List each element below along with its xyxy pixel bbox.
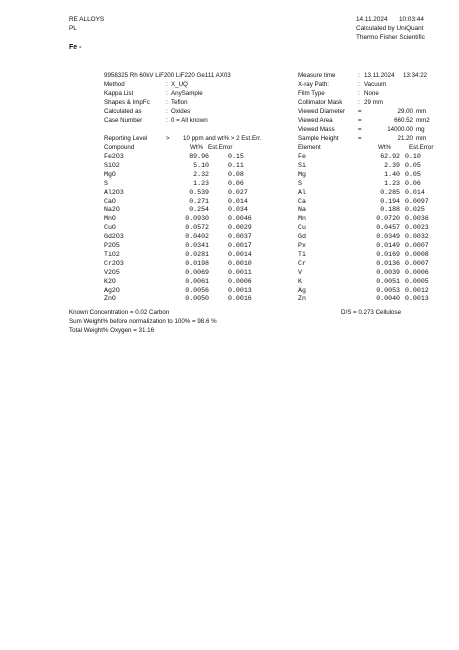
cell-element-wt: 0.0720 [376, 215, 400, 223]
param-sep: : [358, 72, 360, 79]
param-label: X-ray Path: [298, 81, 329, 88]
cell-compound-error: 0.0006 [228, 277, 252, 285]
cell-compound-error: 0.0016 [228, 295, 252, 303]
col-header-compound: Compound [104, 144, 135, 151]
cell-compound-error: 0.0010 [228, 259, 252, 267]
cell-compound: Gd2O3 [104, 233, 124, 241]
cell-element-wt: 0.0136 [376, 259, 400, 267]
cell-compound-wt: 89.96 [189, 153, 209, 160]
param-label: Case Number [104, 117, 143, 124]
cell-compound-wt: 0.0281 [185, 250, 209, 258]
cell-compound: Al2O3 [104, 188, 124, 196]
param-label: Film Type [298, 90, 325, 97]
company-name: RE ALLOYS [69, 16, 105, 23]
cell-element-wt: 1.40 [384, 170, 400, 178]
vendor-name: Thermo Fisher Scientific [356, 34, 425, 41]
param-value: None [364, 90, 379, 97]
cell-element-wt: 0.0457 [376, 224, 400, 232]
measure-time: 13:34:22 [403, 72, 428, 79]
cell-element-wt: 0.0349 [376, 233, 400, 241]
cell-compound-error: 0.0017 [228, 242, 252, 249]
cell-element-error: 0.014 [405, 188, 425, 196]
cell-compound: Ag2O [104, 286, 120, 294]
cell-compound: Fe2O3 [104, 153, 124, 160]
param-value: 660.52 [394, 117, 413, 124]
cell-element: S [298, 179, 302, 187]
cell-compound-wt: 0.0061 [185, 277, 209, 285]
cell-compound-wt: 5.10 [193, 161, 209, 169]
cell-compound: K2O [104, 277, 116, 285]
cell-element-error: 0.0008 [405, 250, 429, 258]
param-value: 0 = All known [171, 117, 208, 124]
param-label: Sample Height [298, 135, 339, 142]
cell-element-error: 0.05 [405, 161, 421, 169]
cell-compound-error: 0.08 [228, 170, 244, 178]
site-code: PL [69, 25, 77, 32]
param-sep: = [358, 117, 362, 124]
cell-element: K [298, 277, 302, 285]
cell-compound-wt: 0.0572 [185, 224, 209, 232]
cell-element-wt: 0.0053 [376, 286, 400, 294]
cell-compound-wt: 0.0069 [185, 268, 209, 276]
param-label: Shapes & ImpFc [104, 99, 150, 106]
cell-compound: S [104, 179, 108, 187]
cell-element-error: 0.0007 [405, 259, 429, 267]
sum-weight-before-normalization: Sum Weight% before normalization to 100% = 98.6 % [69, 318, 217, 325]
cell-element: Gd [298, 233, 306, 241]
cell-element-wt: 0.0039 [376, 268, 400, 276]
cell-compound: ZnO [104, 295, 116, 303]
cell-element-error: 0.0036 [405, 215, 429, 223]
cell-compound: CuO [104, 224, 116, 232]
param-label: Method [104, 81, 125, 88]
param-sep: = [358, 126, 362, 133]
cell-element-error: 0.0097 [405, 197, 429, 205]
cell-compound: MgO [104, 170, 116, 178]
cell-compound: Na2O [104, 206, 120, 214]
param-sep: = [358, 135, 362, 142]
cell-compound-wt: 1.23 [193, 179, 209, 187]
cell-element-wt: 2.39 [384, 161, 400, 169]
cell-compound-error: 0.06 [228, 179, 244, 187]
cell-compound-wt: 0.0930 [185, 215, 209, 223]
param-label: Collimator Mask [298, 99, 343, 106]
cell-element-wt: 0.194 [380, 197, 400, 205]
col-header-wt: Wt% [190, 144, 204, 151]
spectrometer-config: 9958325 Rh 60kV LiF200 LiF220 Ge111 AX03 [104, 72, 231, 79]
cell-element-wt: 62.92 [380, 153, 400, 160]
cell-element-error: 0.025 [405, 206, 425, 214]
cell-element: Cr [298, 259, 306, 267]
cell-compound-error: 0.15 [228, 153, 244, 160]
col-header-element: Element [298, 144, 321, 151]
cell-compound-error: 0.0029 [228, 224, 252, 232]
cell-element: Zn [298, 295, 306, 303]
cell-element-error: 0.06 [405, 179, 421, 187]
col-header-est-error: Est.Error [208, 144, 233, 151]
cell-compound-error: 0.0013 [228, 286, 252, 294]
cell-compound: P2O5 [104, 242, 120, 249]
sample-label: Fe - [69, 44, 82, 51]
cell-element: Mn [298, 215, 306, 223]
cell-element-wt: 0.0149 [376, 242, 400, 249]
cell-element: Si [298, 161, 306, 169]
col-header-est-error-element: Est.Error [409, 144, 434, 151]
cell-element-wt: 0.0040 [376, 295, 400, 303]
param-label: Viewed Diameter [298, 108, 346, 115]
cell-compound-wt: 0.271 [189, 197, 209, 205]
param-value: X_UQ [171, 81, 188, 88]
cell-element-wt: 0.285 [380, 188, 400, 196]
param-value: Vacuum [364, 81, 387, 88]
cell-element-error: 0.0023 [405, 224, 429, 232]
param-label: Viewed Mass [298, 126, 335, 133]
cell-element: Mg [298, 170, 306, 178]
param-value: 29 mm [364, 99, 383, 106]
cell-element-wt: 0.0051 [376, 277, 400, 285]
param-label: Viewed Area [298, 117, 333, 124]
reporting-level-sign: > [166, 135, 170, 142]
param-value: 29.00 [397, 108, 413, 115]
cell-element: Ag [298, 286, 306, 294]
param-sep: : [166, 99, 168, 106]
cell-element: Cu [298, 224, 306, 232]
param-label: Kappa List [104, 90, 134, 97]
reporting-level-label: Reporting Level [104, 135, 148, 142]
cell-element-error: 0.0005 [405, 277, 429, 285]
cell-compound-error: 0.0011 [228, 268, 252, 276]
param-unit: mm [416, 135, 427, 142]
cell-compound-wt: 0.0341 [185, 242, 209, 249]
param-unit: mg [416, 126, 425, 133]
param-sep: : [358, 81, 360, 88]
param-sep: : [166, 81, 168, 88]
param-value: 14000.00 [387, 126, 413, 133]
cell-element-error: 0.05 [405, 170, 421, 178]
cell-element-error: 0.0006 [405, 268, 429, 276]
cell-compound-error: 0.034 [228, 206, 248, 214]
col-header-wt-element: Wt% [378, 144, 392, 151]
cell-compound: TiO2 [104, 250, 120, 258]
cell-element-error: 0.0007 [405, 242, 429, 249]
param-value: 21.20 [397, 135, 413, 142]
cell-compound-error: 0.027 [228, 188, 248, 196]
cell-compound: V2O5 [104, 268, 120, 276]
cell-compound: SiO2 [104, 161, 120, 169]
report-date: 14.11.2024 [356, 16, 388, 23]
param-sep: : [358, 90, 360, 97]
total-weight-oxygen: Total Weight% Oxygen = 31.16 [69, 327, 155, 334]
cell-compound-error: 0.0014 [228, 250, 252, 258]
param-sep: : [166, 90, 168, 97]
param-sep: : [166, 117, 168, 124]
reporting-level-value: 10 ppm and wt% > 2 Est.Err. [183, 135, 262, 142]
param-label: Calculated as [104, 108, 142, 115]
param-value: Oxides [171, 108, 191, 115]
cell-element: Al [298, 188, 306, 196]
cell-element-wt: 1.23 [384, 179, 400, 187]
param-unit: mm [416, 108, 427, 115]
param-label: Measure time [298, 72, 336, 79]
cell-compound: MnO [104, 215, 116, 223]
cell-compound: CaO [104, 197, 116, 205]
cell-element-wt: 0.188 [380, 206, 400, 214]
param-sep: : [166, 108, 168, 115]
cell-compound-wt: 2.32 [193, 170, 209, 178]
cell-compound-wt: 0.539 [189, 188, 209, 196]
cell-element-error: 0.0013 [405, 295, 429, 303]
cell-element: Ca [298, 197, 306, 205]
cell-element-error: 0.0012 [405, 286, 429, 294]
cell-compound-wt: 0.0402 [185, 233, 209, 241]
cell-element-error: 0.0032 [405, 233, 429, 241]
calculated-by: Calculated by UniQuant [356, 25, 424, 32]
cell-compound-wt: 0.0198 [185, 259, 209, 267]
cell-element-error: 0.10 [405, 153, 421, 160]
cell-element: Na [298, 206, 306, 214]
report-time: 10:03:44 [399, 16, 424, 23]
cell-compound: Cr2O3 [104, 259, 124, 267]
param-value: AnySample [171, 90, 203, 97]
cell-element: Px [298, 242, 306, 249]
cell-compound-wt: 0.254 [189, 206, 209, 214]
param-value: Teflon [171, 99, 188, 106]
cell-compound-error: 0.11 [228, 161, 244, 169]
cell-element-wt: 0.0169 [376, 250, 400, 258]
cell-element: Fe [298, 153, 306, 160]
cell-element: V [298, 268, 302, 276]
cell-compound-error: 0.014 [228, 197, 248, 205]
dilution-ratio: D/S = 0.273 Cellulose [341, 309, 402, 316]
param-sep: = [358, 108, 362, 115]
cell-compound-wt: 0.0050 [185, 295, 209, 303]
param-sep: : [358, 99, 360, 106]
cell-compound-error: 0.0046 [228, 215, 252, 223]
param-unit: mm2 [416, 117, 430, 124]
cell-element: Ti [298, 250, 306, 258]
measure-date: 13.11.2024 [364, 72, 395, 79]
cell-compound-wt: 0.0056 [185, 286, 209, 294]
cell-compound-error: 0.0037 [228, 233, 252, 241]
known-concentration: Known Concentration = 0.02 Carbon [69, 309, 170, 316]
